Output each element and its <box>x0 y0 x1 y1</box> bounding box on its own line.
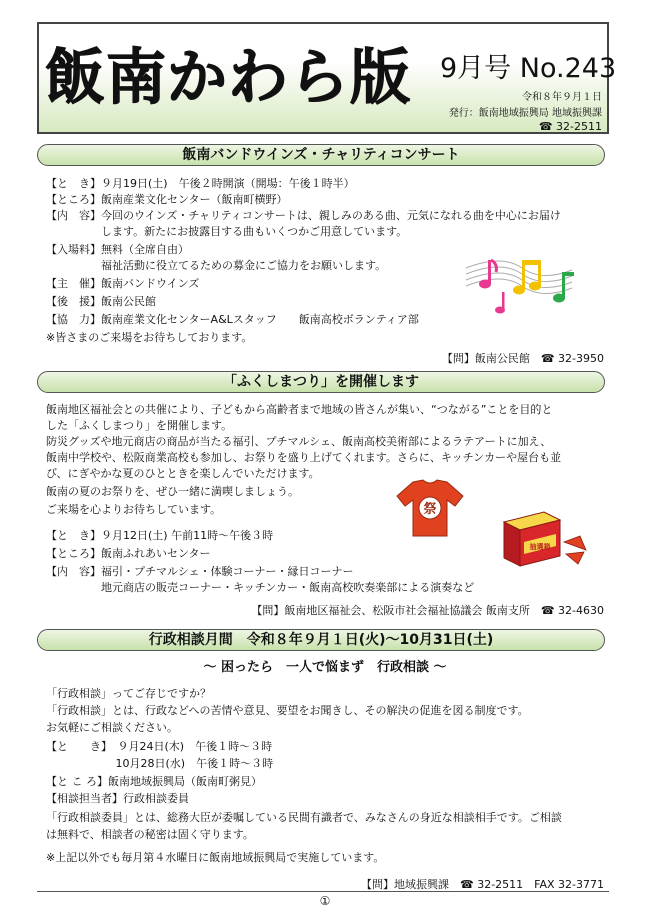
festival-detail: 地元商店の販売コーナー・キッチンカー・飯南高校吹奏楽部による演奏など <box>46 581 475 594</box>
festival-detail: 【と き】９月12日(土) 午前11時～午後３時 <box>46 529 274 542</box>
small-pink-note-icon <box>495 292 505 314</box>
consultation-line: 「行政相談」とは、行政などへの苦情や意見、要望をお聞きし、その解決の促進を図る制度です。 <box>46 704 529 717</box>
newsletter-title: 飯南かわら版 <box>45 43 411 113</box>
shirt-label: 祭 <box>423 502 437 517</box>
consultation-line: 【相談担当者】行政相談委員 <box>46 792 189 805</box>
concert-line: 【協 力】飯南産業文化センターA&Lスタッフ 飯南高校ボランティア部 <box>46 313 419 326</box>
festival-line: 飯南地区福祉会との共催により、子どもから高齢者まで地域の皆さんが集い、“つながる”ことを目的と <box>46 403 553 416</box>
concert-line: 【入場料】無料（全席自由） <box>46 243 189 256</box>
consultation-line: 【と き】 ９月24日(木) 午後１時～３時 <box>46 740 273 753</box>
footer-divider <box>37 891 609 892</box>
festival-line: した「ふくしまつり」を開催します。 <box>46 419 233 432</box>
publisher: 発行：飯南地域振興局 地域振興課 <box>448 108 602 119</box>
consultation-line: 「行政相談」ってご存じですか？ <box>46 687 211 700</box>
consultation-line: 「行政相談委員」とは、総務大臣が委嘱している民間有識者で、みなさんの身近な相談相手です。ご相談 <box>46 811 562 824</box>
publisher-phone: ☎ 32-2511 <box>538 120 602 133</box>
consultation-contact: 【問】地域振興課 ☎ 32-2511 FAX 32-3771 <box>361 878 604 891</box>
concert-line: 【後 援】飯南公民館 <box>46 295 156 308</box>
concert-line: 福祉活動に役立てるための募金にご協力をお願いします。 <box>46 259 387 272</box>
section-heading-consultation: 行政相談月間 令和８年９月１日(火)～10月31日(土) <box>37 629 605 651</box>
issue-date: 令和８年９月１日 <box>522 92 602 103</box>
festival-contact: 【問】飯南地区福祉会、松阪市社会福祉協議会 飯南支所 ☎ 32-4630 <box>251 604 604 617</box>
festival-line: 防災グッズや地元商店の商品が当たる福引、プチマルシェ、飯南高校美術部によるラテアートに加え、 <box>46 435 552 448</box>
issue-number: 9月号 No.243 <box>440 53 617 84</box>
concert-line: 【主 催】飯南バンドウインズ <box>46 277 200 290</box>
consultation-line: は無料で、相談者の秘密は固く守ります。 <box>46 828 254 841</box>
concert-line: 【内 容】今回のウインズ・チャリティコンサートは、親しみのある曲、元気になれる曲を中心にお届け <box>46 209 561 222</box>
music-notes-illustration <box>462 250 582 320</box>
page-number: ① <box>319 894 331 908</box>
festival-line: 飯南の夏のお祭りを、ぜひ一緒に満喫しましょう。 <box>46 485 299 498</box>
section-heading-concert: 飯南バンドウインズ・チャリティコンサート <box>37 144 605 166</box>
festival-detail: 【内 容】福引・プチマルシェ・体験コーナー・縁日コーナー <box>46 565 354 578</box>
consultation-line: 【と こ ろ】飯南地域振興局（飯南町粥見） <box>46 775 262 788</box>
consultation-subtitle: ～ 困ったら 一人で悩まず 行政相談 ～ <box>203 660 447 675</box>
consultation-line: お気軽にご相談ください。 <box>46 721 178 734</box>
consultation-line: ※上記以外でも毎月第４水曜日に飯南地域振興局で実施しています。 <box>46 851 385 864</box>
festival-line: ご来場を心よりお待ちしています。 <box>46 503 222 516</box>
section-heading-festival: 「ふくしまつり」を開催します <box>37 371 605 393</box>
festival-line: び、にぎやかな夏のひとときを楽しんでいただけます。 <box>46 467 320 480</box>
concert-line: 【ところ】飯南産業文化センター（飯南町横野） <box>46 193 288 206</box>
box-label: 抽選箱 <box>529 543 551 551</box>
concert-line: 【と き】９月19日(土) 午後２時開演（開場：午後１時半） <box>46 177 355 190</box>
concert-line: ※皆さまのご来場をお待ちしております。 <box>46 331 253 344</box>
concert-line: します。新たにお披露目する曲もいくつかご用意しています。 <box>46 225 408 238</box>
festival-shirt-illustration <box>395 478 465 538</box>
festival-line: 飯南中学校や、松阪商業高校も参加し、お祭りを盛り上げてくれます。さらに、キッチンカーや屋台も並 <box>46 451 562 464</box>
consultation-line: 10月28日(水) 午後１時～３時 <box>46 757 274 770</box>
festival-detail: 【ところ】飯南ふれあいセンター <box>46 547 211 560</box>
concert-contact: 【問】飯南公民館 ☎ 32-3950 <box>441 352 604 365</box>
lottery-box-illustration <box>494 506 594 568</box>
